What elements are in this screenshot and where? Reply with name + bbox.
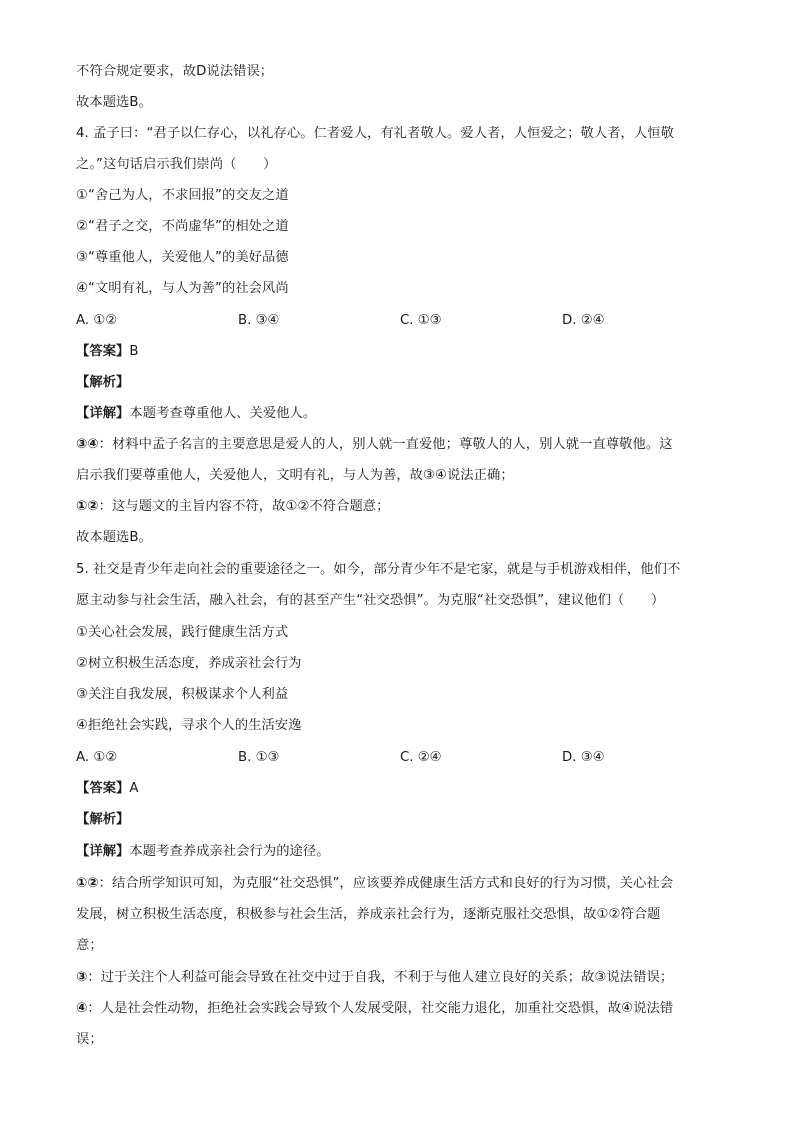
option-b: B. ①③ — [238, 750, 280, 765]
analysis-tag: 【解析】 — [76, 375, 130, 390]
detail-tag: 【详解】 — [76, 844, 130, 859]
question-5-detail — [76, 842, 726, 862]
explanation-lead: ③④ — [76, 437, 99, 452]
question-5-stem: 5. 社交是青少年走向社会的重要途径之一。如今，部分青少年不是宅家，就是与手机游戏相伴，他们不 — [76, 562, 681, 577]
question-4-item-1: ①“舍己为人，不求回报”的交友之道 — [76, 188, 289, 203]
detail-text: 本题考查养成亲社会行为的途径。 — [129, 844, 330, 859]
question-5-explanation-3-cont: 误； — [76, 1032, 103, 1047]
question-5-item-4: ④拒绝社会实践，寻求个人的生活安逸 — [76, 718, 302, 733]
option-d: D. ③④ — [562, 750, 605, 765]
question-4-item-2: ②“君子之交，不尚虚华”的相处之道 — [76, 219, 289, 234]
question-4-answer — [76, 342, 726, 362]
explanation-lead: ①② — [76, 876, 99, 891]
question-4-analysis — [76, 373, 726, 393]
analysis-tag: 【解析】 — [76, 812, 130, 827]
text-line: 故本题选B。 — [76, 95, 152, 110]
text-line: 不符合规定要求，故D说法错误； — [76, 64, 274, 79]
question-4-options — [76, 311, 726, 331]
option-a: A. ①② — [76, 313, 118, 328]
option-d: D. ②④ — [562, 313, 605, 328]
question-5-options — [76, 748, 726, 768]
question-5-item-3: ③关注自我发展，积极谋求个人利益 — [76, 687, 289, 702]
question-4-conclusion: 故本题选B。 — [76, 530, 152, 545]
detail-text: 本题考查尊重他人、关爱他人。 — [129, 406, 317, 421]
option-c: C. ②④ — [400, 750, 442, 765]
answer-value: B — [129, 344, 139, 359]
explanation-lead: ④ — [76, 1001, 88, 1016]
question-4-explanation-2 — [76, 497, 726, 517]
option-a: A. ①② — [76, 750, 118, 765]
question-5-item-1: ①关心社会发展，践行健康生活方式 — [76, 625, 289, 640]
detail-tag: 【详解】 — [76, 406, 130, 421]
question-5-explanation-3 — [76, 999, 726, 1019]
question-5-stem-cont: 愿主动参与社会生活，融入社会，有的甚至产生“社交恐惧”。为克服“社交恐惧”，建议他们（ ） — [76, 593, 665, 608]
answer-value: A — [129, 781, 139, 796]
explanation-text: ：人是社会性动物，拒绝社会实践会导致个人发展受限，社交能力退化，加重社交恐惧，故④说法错 — [87, 1001, 674, 1016]
answer-tag: 【答案】 — [76, 781, 130, 796]
question-5-answer — [76, 779, 726, 799]
question-4-explanation-1 — [76, 435, 726, 455]
explanation-text: ：结合所学知识可知，为克服“社交恐惧”，应该要养成健康生活方式和良好的行为习惯，关心社会 — [98, 876, 674, 891]
question-5-explanation-1 — [76, 874, 726, 894]
question-5-item-2: ②树立积极生活态度，养成亲社会行为 — [76, 656, 302, 671]
question-5-explanation-2 — [76, 968, 726, 988]
explanation-lead: ③ — [76, 970, 88, 985]
explanation-lead: ①② — [76, 499, 99, 514]
explanation-text: ：过于关注个人利益可能会导致在社交中过于自我，不利于与他人建立良好的关系；故③说法错误； — [87, 970, 674, 985]
question-5-explanation-1-cont: 发展，树立积极生活态度，积极参与社会生活，养成亲社会行为，逐渐克服社交恐惧，故①②符合题 — [76, 907, 661, 922]
option-b: B. ③④ — [238, 313, 280, 328]
question-4-explanation-1-cont: 启示我们要尊重他人，关爱他人，文明有礼，与人为善，故③④说法正确； — [76, 468, 514, 483]
question-4-item-3: ③“尊重他人，关爱他人”的美好品德 — [76, 250, 289, 265]
question-4-detail — [76, 404, 726, 424]
explanation-text: ：这与题文的主旨内容不符，故①②不符合题意； — [98, 499, 390, 514]
question-4-stem-cont: 之。”这句话启示我们崇尚（ ） — [76, 157, 277, 172]
answer-tag: 【答案】 — [76, 344, 130, 359]
question-4-stem: 4. 孟子曰：“君子以仁存心，以礼存心。仁者爱人，有礼者敬人。爱人者，人恒爱之；敬人者，人恒敬 — [76, 126, 674, 141]
question-5-explanation-1-end: 意； — [76, 938, 103, 953]
explanation-text: ：材料中孟子名言的主要意思是爱人的人，别人就一直爱他；尊敬人的人，别人就一直尊敬他。这 — [98, 437, 673, 452]
option-c: C. ①③ — [400, 313, 442, 328]
question-4-item-4: ④“文明有礼，与人为善”的社会风尚 — [76, 281, 289, 296]
question-5-analysis — [76, 810, 726, 830]
